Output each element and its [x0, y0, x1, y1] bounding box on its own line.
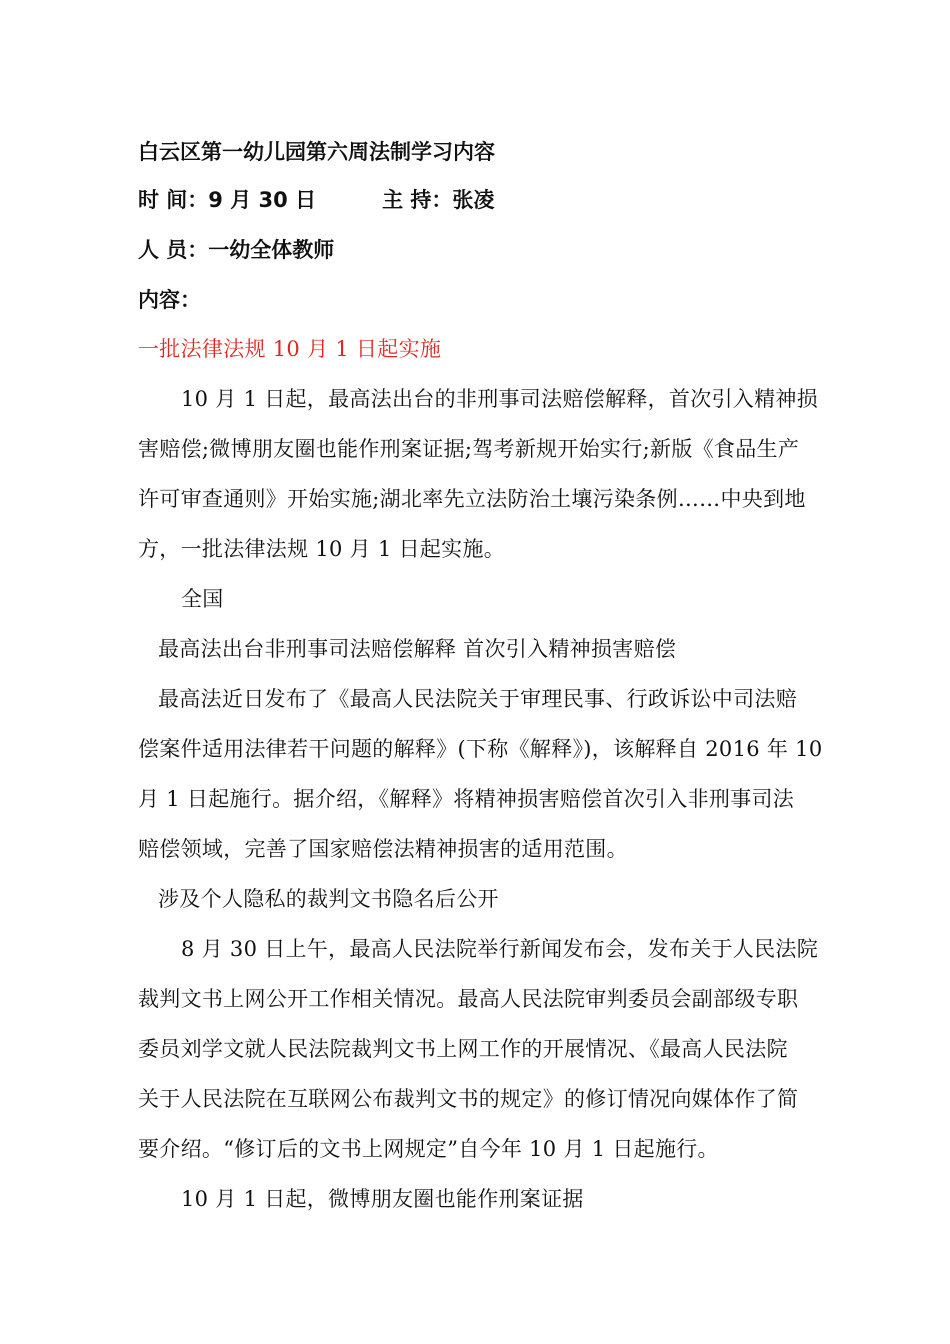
paragraph-line: 8 月 30 日上午，最高人民法院举行新闻发布会，发布关于人民法院: [181, 937, 819, 961]
content-label: 内容：: [138, 288, 201, 312]
subheading-compensation: 最高法出台非刑事司法赔偿解释 首次引入精神损害赔偿: [158, 637, 677, 661]
paragraph-line: 月 1 日起施行。据介绍，《解释》将精神损害赔偿首次引入非刑事司法: [138, 787, 795, 811]
meta-line-time-host: [0, 190, 950, 211]
intro-line: 害赔偿;微博朋友圈也能作刑案证据;驾考新规开始实行;新版《食品生产: [138, 437, 800, 461]
paragraph-line: 委员刘学文就人民法院裁判文书上网工作的开展情况、《最高人民法院: [138, 1037, 788, 1061]
paragraph-line: 裁判文书上网公开工作相关情况。最高人民法院审判委员会副部级专职: [138, 987, 799, 1011]
paragraph-line: 最高法近日发布了《最高人民法院关于审理民事、行政诉讼中司法赔: [158, 687, 797, 711]
document-title: 白云区第一幼儿园第六周法制学习内容: [138, 140, 495, 164]
paragraph-line: 要介绍。“修订后的文书上网规定”自今年 10 月 1 日起施行。: [138, 1137, 719, 1161]
meeting-staff: 人 员：一幼全体教师: [138, 238, 335, 262]
subheading-weibo-evidence: 10 月 1 日起，微博朋友圈也能作刑案证据: [181, 1187, 584, 1211]
paragraph-line: 关于人民法院在互联网公布裁判文书的规定》的修订情况向媒体作了简: [138, 1087, 799, 1111]
meeting-host: 主 持：张凌: [382, 188, 495, 212]
subheading-privacy: 涉及个人隐私的裁判文书隐名后公开: [158, 887, 499, 911]
meeting-time: 时 间：9 月 30 日: [138, 188, 317, 212]
intro-line: 10 月 1 日起，最高法出台的非刑事司法赔偿解释，首次引入精神损: [181, 387, 819, 411]
paragraph-line: 偿案件适用法律若干问题的解释》(下称《解释》)，该解释自 2016 年 10: [138, 737, 823, 761]
section-national: 全国: [181, 587, 224, 611]
intro-line: 许可审查通则》开始实施;湖北率先立法防治土壤污染条例……中央到地: [138, 487, 806, 511]
section-heading-red: 一批法律法规 10 月 1 日起实施: [138, 337, 442, 361]
paragraph-line: 赔偿领域，完善了国家赔偿法精神损害的适用范围。: [138, 837, 628, 861]
intro-line: 方，一批法律法规 10 月 1 日起实施。: [138, 537, 506, 561]
